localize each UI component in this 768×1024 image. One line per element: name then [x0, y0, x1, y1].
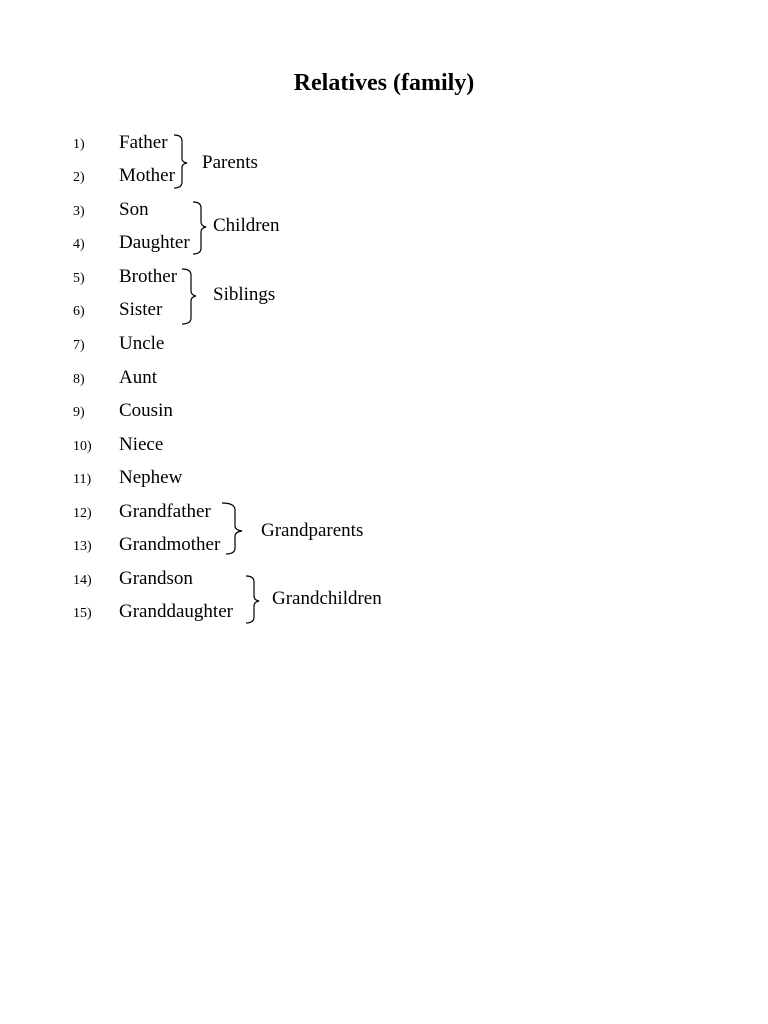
- item-number: 12): [73, 506, 92, 521]
- group-label-grandparents: Grandparents: [261, 520, 364, 541]
- list-item: [0, 294, 768, 328]
- list-item: [0, 596, 768, 630]
- item-word: Grandmother: [119, 534, 221, 555]
- item-number: 13): [73, 539, 92, 554]
- list-item: [0, 160, 768, 194]
- item-word: Aunt: [119, 367, 157, 388]
- item-word: Daughter: [119, 232, 190, 253]
- item-word: Mother: [119, 165, 175, 186]
- item-word: Nephew: [119, 467, 183, 488]
- page-title: Relatives (family): [293, 70, 475, 96]
- item-number: 14): [73, 573, 92, 588]
- item-number: 7): [73, 338, 85, 353]
- item-word: Brother: [119, 266, 178, 287]
- list-item: [0, 429, 768, 463]
- item-word: Grandfather: [119, 501, 211, 522]
- item-number: 2): [73, 170, 85, 185]
- item-word: Niece: [119, 434, 164, 455]
- list-item: [0, 496, 768, 530]
- item-word: Sister: [119, 299, 163, 320]
- list-item: [0, 529, 768, 563]
- item-word: Son: [119, 199, 149, 220]
- item-number: 3): [73, 204, 85, 219]
- item-number: 15): [73, 606, 92, 621]
- item-word: Father: [119, 132, 168, 153]
- group-label-parents: Parents: [202, 152, 258, 173]
- list-item: [0, 563, 768, 597]
- list-item: [0, 362, 768, 396]
- list-item: [0, 127, 768, 161]
- item-number: 5): [73, 271, 85, 286]
- list-item: [0, 227, 768, 261]
- item-number: 11): [73, 472, 92, 487]
- item-number: 6): [73, 304, 85, 319]
- list-item: [0, 328, 768, 362]
- list-item: [0, 194, 768, 228]
- list-item: [0, 261, 768, 295]
- item-word: Uncle: [119, 333, 165, 354]
- item-number: 1): [73, 137, 85, 152]
- item-number: 10): [73, 439, 92, 454]
- item-number: 4): [73, 237, 85, 252]
- item-word: Cousin: [119, 400, 173, 421]
- list-item: [0, 395, 768, 429]
- group-label-siblings: Siblings: [213, 284, 276, 305]
- item-word: Grandson: [119, 568, 193, 589]
- group-label-children: Children: [213, 215, 280, 236]
- group-label-grandchildren: Grandchildren: [272, 588, 382, 609]
- list-item: [0, 462, 768, 496]
- item-number: 9): [73, 405, 85, 420]
- item-number: 8): [73, 372, 85, 387]
- item-word: Granddaughter: [119, 601, 233, 622]
